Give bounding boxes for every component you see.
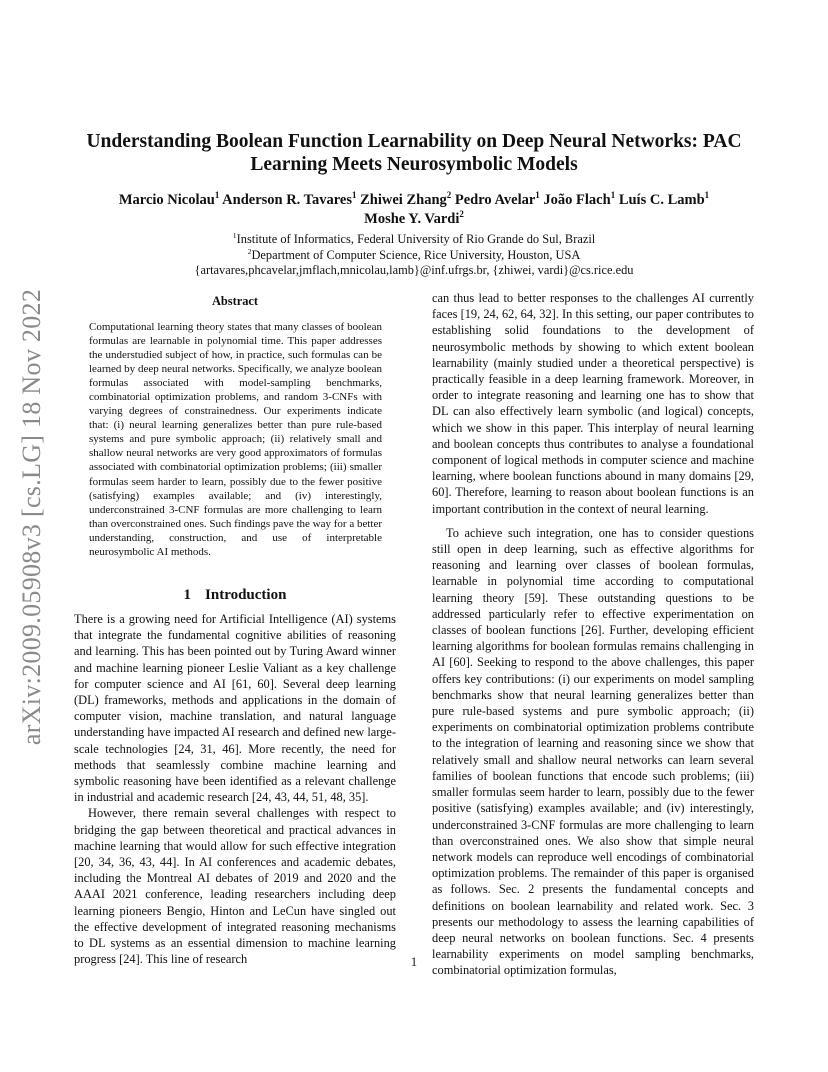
author-name: Zhiwei Zhang [360, 192, 447, 208]
section-number: 1 [183, 587, 192, 603]
author-list [74, 191, 754, 229]
author-affiliation-mark: 2 [459, 209, 464, 220]
abstract-heading: Abstract [211, 294, 259, 308]
author-affiliation-mark: 1 [352, 190, 357, 201]
affiliations [74, 232, 754, 279]
author-name: João Flach [543, 192, 611, 208]
author-name: Marcio Nicolau [118, 192, 215, 208]
left-column [74, 611, 396, 967]
arxiv-sidebar [14, 282, 50, 752]
author-line-2 [74, 210, 754, 229]
author-affiliation-mark: 1 [704, 190, 710, 201]
affiliation-text: Institute of Informatics, Federal University of Rio Grande do Sul, Brazil [236, 232, 596, 246]
intro-paragraph-2: However, there remain several challenges with respect to bridging the gap between theoretical and practical advances in machine learning that would allow for such effective integration [20, 34, 36, 43, 44]. In AI conferences and academic debates, including the Montreal AI debates of 2019 and 2020 and the AAAI 2021 conference, leading researchers including deep learning pioneers Bengio, Hinton and LeCun have singled out the effective development of integrated reasoning mechanisms to DL systems as an essential dimension to machine learning progress [24]. This line of research [74, 806, 396, 967]
author-name: Anderson R. Tavares [222, 192, 353, 208]
affiliation-line [74, 263, 754, 279]
affiliation-text: {artavares,phcavelar,jmflach,mnicolau,lamb}@inf.ufrgs.br, {zhiwei, vardi}@cs.rice.edu [194, 263, 634, 277]
affiliation-line [74, 248, 754, 264]
author-name: Pedro Avelar [454, 192, 536, 208]
section-title: Introduction [205, 587, 287, 603]
affiliation-line [74, 232, 754, 248]
author-line-1 [74, 191, 754, 210]
author-affiliation-mark: 1 [214, 190, 220, 201]
author-name: Moshe Y. Vardi [364, 211, 460, 227]
page-number: 1 [410, 955, 418, 969]
intro-paragraph-1: There is a growing need for Artificial Intelligence (AI) systems that integrate the fundamental cognitive abilities of reasoning and learning. This has been pointed out by Turing Award winner and machine learning pioneer Leslie Valiant as a key challenge for computer science and AI [61, 60]. Several deep learning (DL) frameworks, methods and applications in the domain of computer vision, machine translation, and natural language understanding have impacted AI research and defined new large-scale technologies [24, 31, 46]. More recently, the need for methods that seamlessly combine machine learning and symbolic reasoning have been identified as a relevant challenge in industrial and academic research [24, 43, 44, 51, 48, 35]. [74, 612, 396, 805]
abstract-body: Computational learning theory states that many classes of boolean formulas are learnable in polynomial time. This paper addresses the understudied subject of how, in practice, such formulas can be learned by deep neural networks. Specifically, we analyze boolean formulas associated with model-sampling benchmarks, combinatorial optimization problems, and random 3-CNFs with varying degrees of constrainedness. Our experiments indicate that: (i) neural learning generalizes better than pure rule-based systems and pure symbolic approach; (ii) relatively small and shallow neural networks are very good approximators of formulas associated with combinatorial optimization problems; (iii) smaller formulas seem harder to learn, possibly due to the fewer positive (satisfying) examples available; and (iv) interestingly, underconstrained 3-CNF formulas are more challenging to learn than overconstrained ones. Such findings pave the way for a better understanding, construction, and use of interpretable neurosymbolic AI methods. [89, 321, 382, 558]
author-affiliation-mark: 1 [610, 190, 616, 201]
author-affiliation-mark: 1 [535, 190, 540, 201]
intro-paragraph-3: can thus lead to better responses to the challenges AI currently faces [19, 24, 62, 64, 32]. In this setting, our paper contributes to establishing solid foundations to the development of neurosymbolic methods by showing to which extent boolean learnability (mainly studied under a theoretical perspective) is practically feasible in a deep learning framework. Moreover, in order to integrate reasoning and learning one has to show that DL can also effectively learn symbolic (and logical) concepts, which we show in this paper. This interplay of neural learning and boolean concepts thus contributes to analyse a foundational component of logical methods in computer science and machine learning, where boolean functions abound in many domains [29, 60]. Therefore, learning to reason about boolean functions is an important contribution in the context of neural learning. [432, 291, 754, 516]
author-name: Luís C. Lamb [618, 192, 705, 208]
right-column [432, 290, 754, 979]
section-heading [74, 587, 396, 604]
affiliation-mark: 1 [232, 230, 237, 240]
affiliation-text: Department of Computer Science, Rice University, Houston, USA [251, 247, 581, 262]
intro-paragraph-4: To achieve such integration, one has to consider questions still open in deep learning, such as effective algorithms for reasoning and learning over classes of boolean formulas, learnable in polynomial time according to computational learning theory [59]. These outstanding questions to be addressed particularly refer to effective experimentation on classes of boolean functions [26]. Further, developing efficient learning algorithms for boolean formulas remains challenging in AI [60]. Seeking to respond to the above challenges, this paper offers key contributions: (i) our experiments on model sampling benchmarks show that neural learning generalizes better than pure rule-based systems and pure symbolic approach; (ii) experiments on combinatorial optimization problems contribute to the integration of learning and reasoning since we show that relatively small and shallow neural networks can learn several families of boolean functions that encode such problems; (iii) smaller formulas seem harder to learn, possibly due to the fewer positive (satisfying) examples available; and (iv) interestingly, underconstrained 3-CNF formulas are more challenging to learn than overconstrained ones. We also show that simple neural network models can reproduce well encodings of combinatorial optimization problems. The remainder of this paper is organised as follows. Sec. 2 presents the fundamental concepts and definitions on boolean learnability and related work. Sec. 3 presents our methodology to assess the learning capabilities of deep neural networks on boolean functions. Sec. 4 presents learnability experiments on model sampling benchmarks, combinatorial optimization formulas, [432, 525, 754, 978]
arxiv-identifier: arXiv:2009.05908v3 [cs.LG] 18 Nov 2022 [17, 288, 46, 746]
affiliation-mark: 2 [247, 246, 252, 256]
author-affiliation-mark: 2 [446, 190, 452, 201]
paper-title: Understanding Boolean Function Learnability on Deep Neural Networks: PAC Learning Meets Neurosymbolic Models [86, 131, 742, 175]
